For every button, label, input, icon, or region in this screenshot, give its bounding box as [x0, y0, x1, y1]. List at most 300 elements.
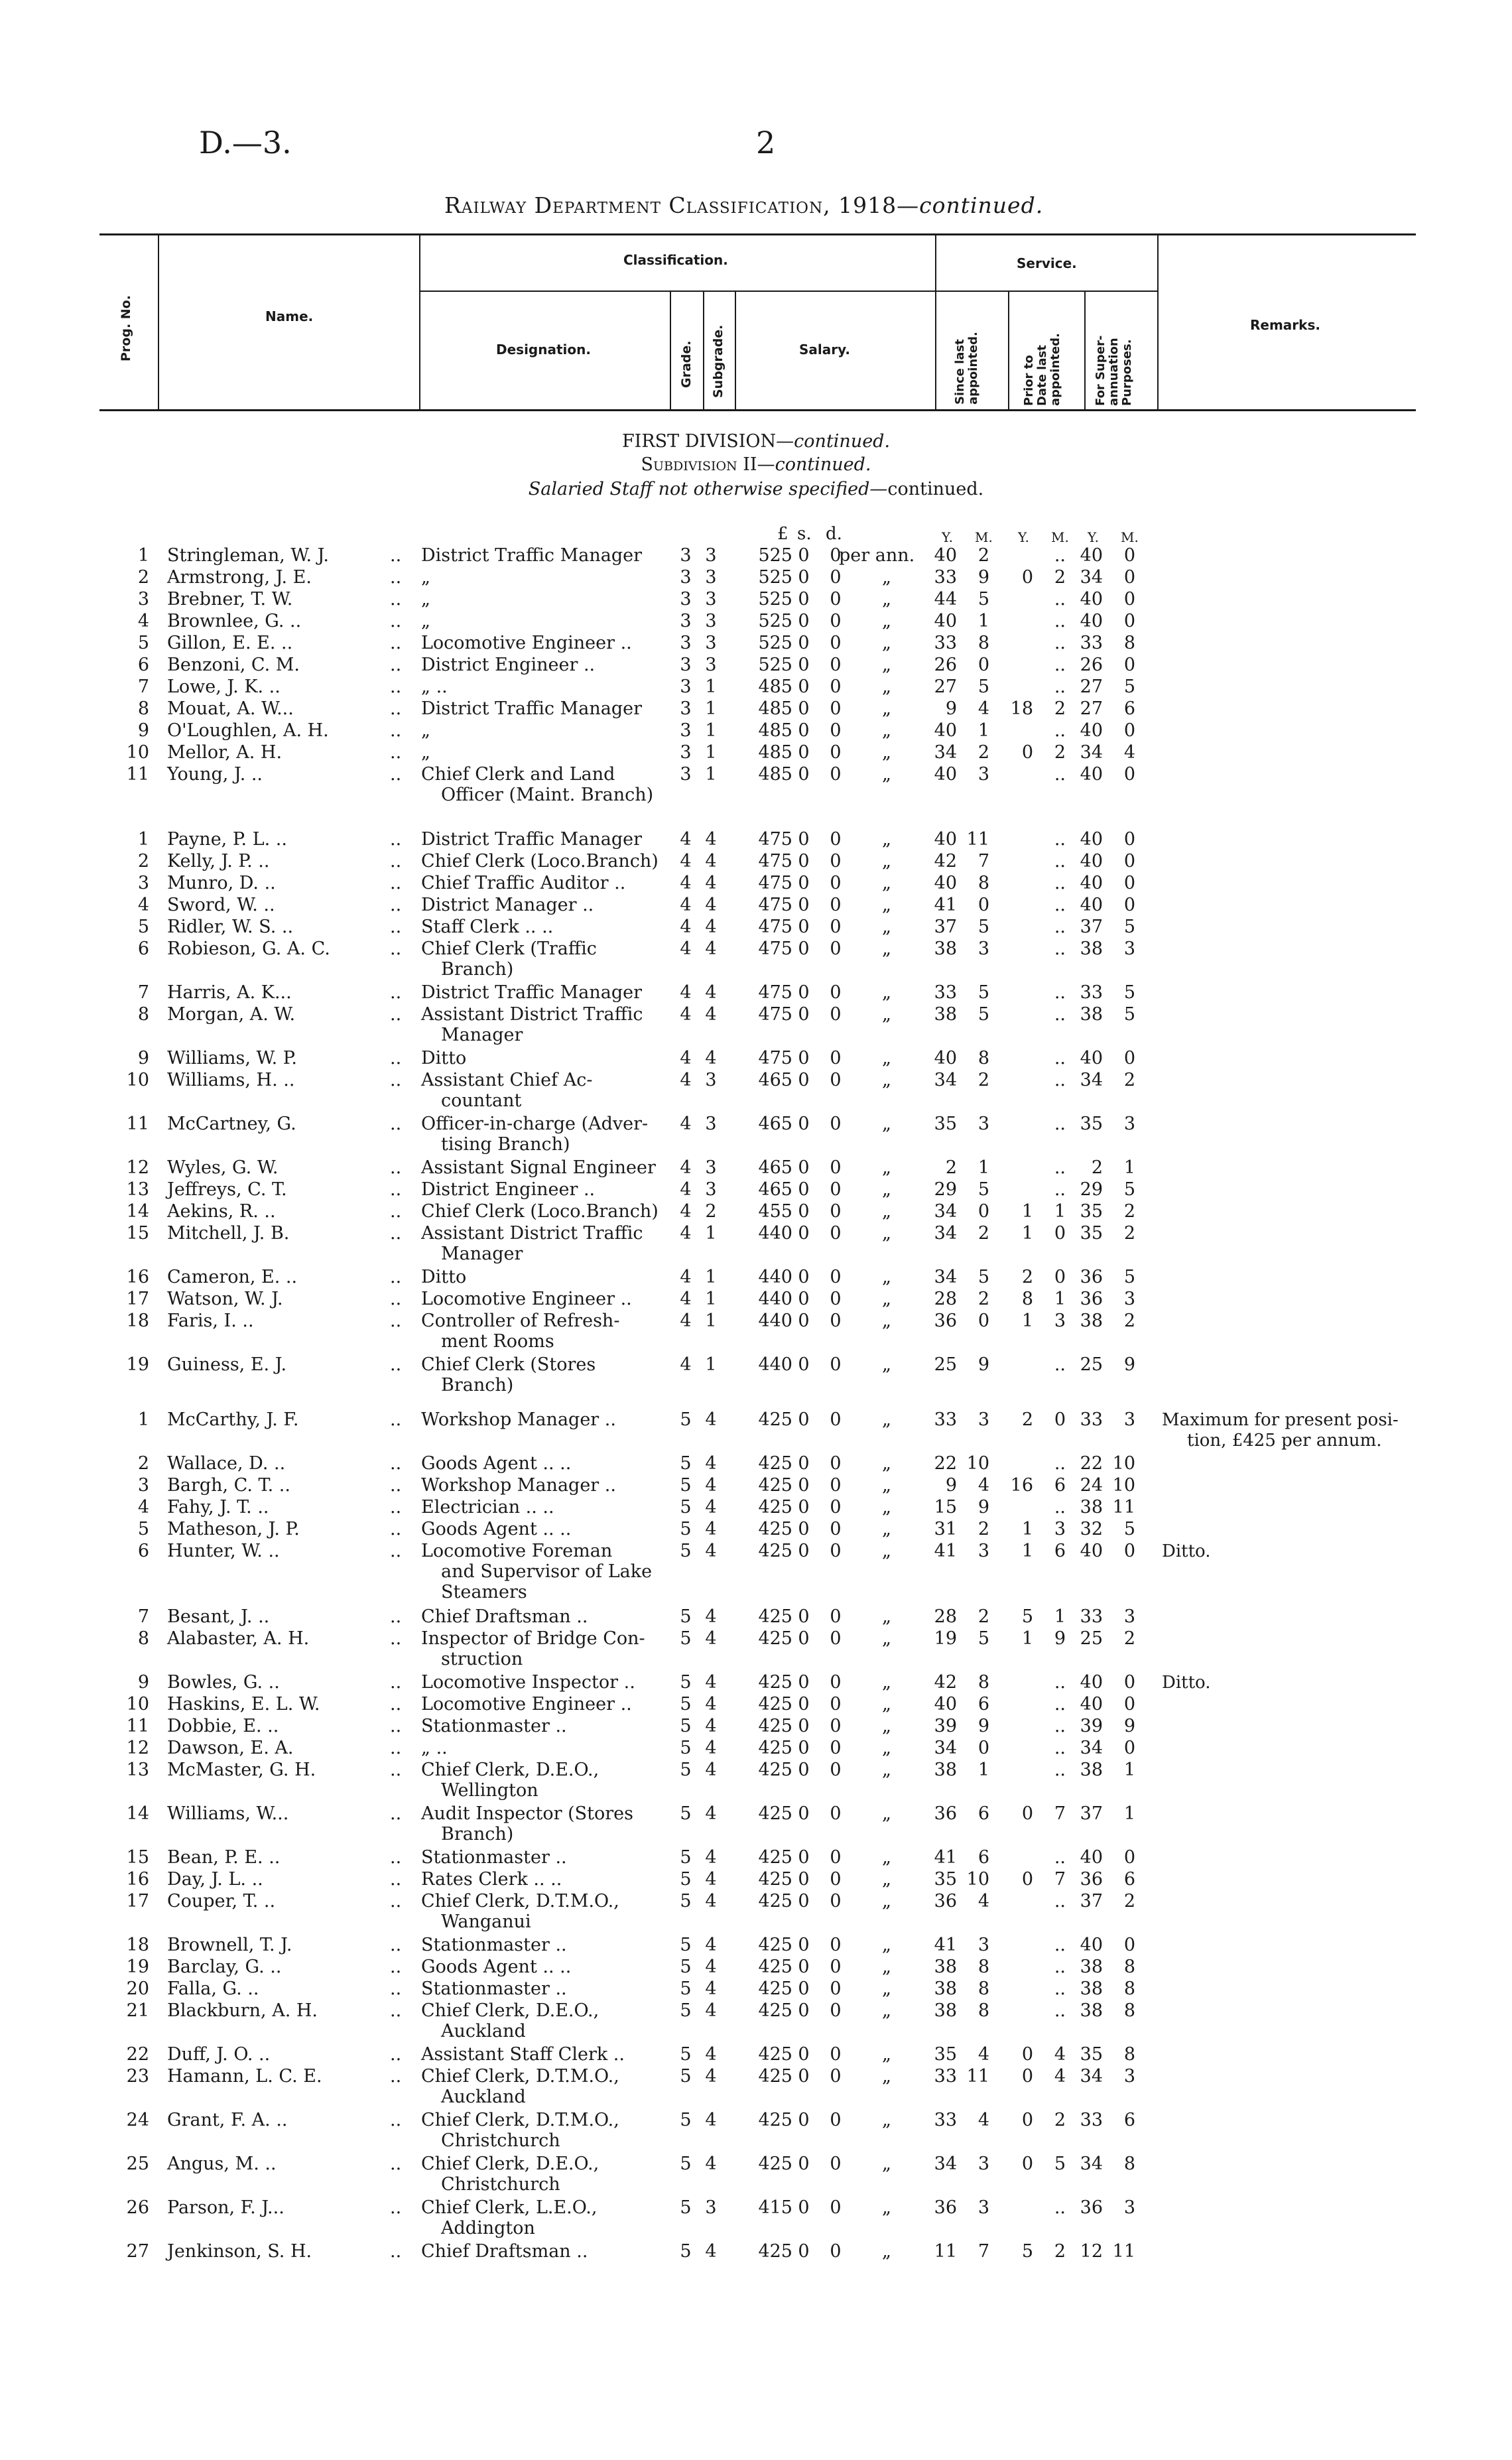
- designation: Chief Clerk, D.E.O.,: [421, 1760, 599, 1780]
- table-row: [0, 742, 1512, 763]
- table-row: [0, 1201, 1512, 1222]
- staff-name: Stringleman, W. J.: [167, 545, 329, 566]
- table-row: [0, 1311, 1512, 1352]
- staff-name: Faris, I. ..: [167, 1311, 254, 1331]
- since-months: 11: [966, 829, 989, 850]
- prior-years: 1: [1021, 1628, 1033, 1649]
- prior-years: 0: [1021, 2154, 1033, 2174]
- subgrade: 4: [705, 1716, 717, 1736]
- subgrade: 3: [705, 633, 717, 653]
- leader-dots: ..: [390, 1628, 402, 1649]
- designation-continued: Branch): [441, 959, 514, 980]
- super-years: 33: [1080, 982, 1103, 1003]
- divider-classification-end: [935, 233, 936, 409]
- since-years: 31: [934, 1519, 957, 1539]
- super-years: 40: [1080, 829, 1103, 850]
- leader-dots: ..: [390, 1070, 402, 1090]
- designation-continued: Steamers: [441, 1582, 527, 1602]
- prog-number: 8: [137, 1004, 149, 1025]
- salary-shillings: 0: [798, 1201, 810, 1222]
- salary-period: „: [882, 1978, 891, 1999]
- since-months: 5: [977, 1267, 989, 1287]
- salary-pounds: 475: [758, 917, 792, 937]
- salary-pounds: 525: [758, 545, 792, 566]
- designation: Inspector of Bridge Con-: [421, 1628, 645, 1649]
- prior-months: ..: [1054, 633, 1066, 653]
- salary-period: „: [882, 2066, 891, 2087]
- since-years: 34: [934, 1201, 957, 1222]
- designation: „ ..: [421, 677, 448, 697]
- designation: Chief Clerk (Loco.Branch): [421, 851, 659, 872]
- leader-dots: ..: [390, 1289, 402, 1309]
- subgrade: 4: [705, 1672, 717, 1693]
- prior-months: ..: [1054, 2000, 1066, 2021]
- grade: 4: [680, 1311, 692, 1331]
- since-years: 34: [934, 2154, 957, 2174]
- leader-dots: ..: [390, 1048, 402, 1068]
- salary-pence: 0: [830, 1738, 842, 1758]
- salary-shillings: 0: [798, 1267, 810, 1287]
- salary-pence: 0: [830, 1847, 842, 1868]
- salary-shillings: 0: [798, 1497, 810, 1518]
- super-years: 35: [1080, 2044, 1103, 2065]
- salary-shillings: 0: [798, 1223, 810, 1244]
- division-heading: [0, 431, 1512, 452]
- prog-number: 15: [126, 1847, 149, 1868]
- designation-continued: Auckland: [441, 2021, 526, 2041]
- grade: 4: [680, 851, 692, 872]
- prog-number: 3: [137, 589, 149, 610]
- table-row: [0, 2000, 1512, 2041]
- table-row: [0, 1694, 1512, 1715]
- salary-pence: 0: [830, 982, 842, 1003]
- title-continued: continued.: [919, 192, 1044, 218]
- salary-period: „: [882, 2197, 891, 2218]
- designation: „ ..: [421, 1738, 448, 1758]
- subdivision-heading: [0, 454, 1512, 475]
- staff-name: Watson, W. J.: [167, 1289, 283, 1309]
- subgrade: 4: [705, 873, 717, 893]
- super-months: 11: [1112, 2241, 1135, 2262]
- designation: Chief Draftsman ..: [421, 1606, 588, 1627]
- prior-months: ..: [1054, 1070, 1066, 1090]
- prior-months: ..: [1054, 677, 1066, 697]
- staff-name: Bean, P. E. ..: [167, 1847, 281, 1868]
- salary-pence: 0: [830, 1716, 842, 1736]
- since-years: 38: [934, 2000, 957, 2021]
- salary-pence: 0: [830, 1311, 842, 1331]
- super-years: 25: [1080, 1628, 1103, 1649]
- header-service: Service.: [1017, 255, 1077, 271]
- super-months: 8: [1123, 1957, 1135, 1977]
- salary-pounds: 425: [758, 2241, 792, 2262]
- staff-name: Angus, M. ..: [167, 2154, 277, 2174]
- prog-number: 1: [137, 829, 149, 850]
- leader-dots: ..: [390, 1354, 402, 1375]
- prog-number: 13: [126, 1179, 149, 1200]
- designation: „: [421, 720, 430, 741]
- prior-months: 6: [1054, 1475, 1066, 1496]
- staff-name: Jenkinson, S. H.: [167, 2241, 312, 2262]
- since-years: 38: [934, 1957, 957, 1977]
- salary-shillings: 0: [798, 1869, 810, 1890]
- salary-pence: 0: [830, 2110, 842, 2130]
- salary-period: „: [882, 2044, 891, 2065]
- super-years: 40: [1080, 1048, 1103, 1068]
- leader-dots: ..: [390, 2197, 402, 2218]
- subgrade: 3: [705, 567, 717, 588]
- prior-months: ..: [1054, 1760, 1066, 1780]
- salary-period: „: [882, 1935, 891, 1955]
- staff-label: Salaried Staff not otherwise specified—: [528, 479, 888, 499]
- designation-continued: Addington: [441, 2218, 535, 2238]
- divider-subgrade: [735, 291, 736, 409]
- prior-months: ..: [1054, 939, 1066, 959]
- subgrade: 3: [705, 2197, 717, 2218]
- leader-dots: ..: [390, 2066, 402, 2087]
- salary-period: per ann.: [839, 545, 915, 566]
- prior-months: 0: [1054, 1223, 1066, 1244]
- salary-shillings: 0: [798, 982, 810, 1003]
- grade: 3: [680, 677, 692, 697]
- salary-shillings: 0: [798, 742, 810, 763]
- super-years: 38: [1080, 1004, 1103, 1025]
- since-months: 3: [977, 764, 989, 785]
- salary-shillings: 0: [798, 917, 810, 937]
- designation: „: [421, 742, 430, 763]
- prog-number: 14: [126, 1201, 149, 1222]
- designation: „: [421, 611, 430, 631]
- salary-shillings: 0: [798, 611, 810, 631]
- table-row: [0, 1541, 1512, 1602]
- designation: Chief Draftsman ..: [421, 2241, 588, 2262]
- since-months: 3: [977, 1541, 989, 1561]
- designation: Stationmaster ..: [421, 1935, 567, 1955]
- salary-shillings: 0: [798, 1475, 810, 1496]
- subgrade: 4: [705, 1409, 717, 1430]
- staff-name: Gillon, E. E. ..: [167, 633, 293, 653]
- since-years: 40: [934, 873, 957, 893]
- leader-dots: ..: [390, 677, 402, 697]
- super-months: 0: [1123, 567, 1135, 588]
- leader-dots: ..: [390, 1497, 402, 1518]
- salary-shillings: 0: [798, 720, 810, 741]
- table-row: [0, 1738, 1512, 1759]
- salary-pounds: 425: [758, 1978, 792, 1999]
- super-years: 38: [1080, 1957, 1103, 1977]
- salary-period: „: [882, 1716, 891, 1736]
- grade: 5: [680, 1957, 692, 1977]
- prior-months: ..: [1054, 851, 1066, 872]
- designation-continued: struction: [441, 1649, 523, 1669]
- prog-number: 11: [126, 1716, 149, 1736]
- since-years: 25: [934, 1354, 957, 1375]
- staff-name: Lowe, J. K. ..: [167, 677, 281, 697]
- grade: 4: [680, 982, 692, 1003]
- salary-pounds: 425: [758, 2066, 792, 2087]
- leader-dots: ..: [390, 829, 402, 850]
- salary-pounds: 425: [758, 1497, 792, 1518]
- salary-pence: 0: [830, 1694, 842, 1715]
- salary-shillings: 0: [798, 1978, 810, 1999]
- grade: 4: [680, 917, 692, 937]
- salary-pence: 0: [830, 633, 842, 653]
- table-row: [0, 677, 1512, 698]
- since-months: 9: [977, 1716, 989, 1736]
- designation: District Manager ..: [421, 895, 594, 915]
- super-years: 38: [1080, 1311, 1103, 1331]
- salary-pence: 0: [830, 1978, 842, 1999]
- leader-dots: ..: [390, 1453, 402, 1474]
- designation-continued: ment Rooms: [441, 1331, 554, 1352]
- salary-period: „: [882, 655, 891, 675]
- since-months: 3: [977, 2197, 989, 2218]
- unit-shillings: s.: [797, 524, 812, 544]
- super-months: 0: [1123, 1672, 1135, 1693]
- grade: 5: [680, 1847, 692, 1868]
- designation: Assistant Staff Clerk ..: [421, 2044, 625, 2065]
- staff-name: McCarthy, J. F.: [167, 1409, 299, 1430]
- salary-pence: 0: [830, 873, 842, 893]
- grade: 4: [680, 1289, 692, 1309]
- subgrade: 4: [705, 1628, 717, 1649]
- salary-shillings: 0: [798, 1716, 810, 1736]
- table-row: [0, 1354, 1512, 1395]
- salary-period: „: [882, 698, 891, 719]
- subgrade: 4: [705, 1738, 717, 1758]
- prior-months: 1: [1054, 1201, 1066, 1222]
- salary-period: „: [882, 1497, 891, 1518]
- staff-name: Williams, H. ..: [167, 1070, 295, 1090]
- salary-pence: 0: [830, 1957, 842, 1977]
- staff-name: Dawson, E. A.: [167, 1738, 294, 1758]
- designation: Locomotive Engineer ..: [421, 633, 632, 653]
- since-months: 10: [966, 1453, 989, 1474]
- since-years: 26: [934, 655, 957, 675]
- salary-pounds: 485: [758, 720, 792, 741]
- since-years: 37: [934, 917, 957, 937]
- super-years: 38: [1080, 1497, 1103, 1518]
- staff-name: Payne, P. L. ..: [167, 829, 287, 850]
- designation-continued: Christchurch: [441, 2130, 560, 2151]
- unit-month-2: M.: [1051, 529, 1069, 545]
- salary-pence: 0: [830, 1803, 842, 1824]
- grade: 5: [680, 1694, 692, 1715]
- leader-dots: ..: [390, 851, 402, 872]
- staff-name: Mellor, A. H.: [167, 742, 283, 763]
- salary-pounds: 465: [758, 1114, 792, 1134]
- salary-pounds: 425: [758, 1847, 792, 1868]
- designation: Chief Clerk, D.T.M.O.,: [421, 1891, 619, 1911]
- grade: 5: [680, 2066, 692, 2087]
- staff-name: Robieson, G. A. C.: [167, 939, 330, 959]
- subgrade: 3: [705, 655, 717, 675]
- staff-name: Jeffreys, C. T.: [167, 1179, 287, 1200]
- designation: Staff Clerk .. ..: [421, 917, 554, 937]
- salary-shillings: 0: [798, 1311, 810, 1331]
- subgrade: 4: [705, 917, 717, 937]
- since-years: 44: [934, 589, 957, 610]
- leader-dots: ..: [390, 982, 402, 1003]
- since-months: 1: [977, 1157, 989, 1178]
- grade: 5: [680, 1935, 692, 1955]
- subgrade: 4: [705, 1606, 717, 1627]
- super-years: 37: [1080, 1891, 1103, 1911]
- subgrade: 4: [705, 2241, 717, 2262]
- super-years: 40: [1080, 1541, 1103, 1561]
- prog-number: 23: [126, 2066, 149, 2087]
- designation: Chief Clerk, L.E.O.,: [421, 2197, 598, 2218]
- designation: Chief Clerk (Loco.Branch): [421, 1201, 659, 1222]
- grade: 5: [680, 1869, 692, 1890]
- designation: Chief Clerk, D.T.M.O.,: [421, 2066, 619, 2087]
- page-number: 2: [756, 125, 776, 161]
- subgrade: 4: [705, 1803, 717, 1824]
- prog-number: 13: [126, 1760, 149, 1780]
- salary-pence: 0: [830, 1267, 842, 1287]
- prior-months: 7: [1054, 1803, 1066, 1824]
- classification-sub-rule: [419, 291, 1157, 292]
- subgrade: 4: [705, 1453, 717, 1474]
- prior-months: ..: [1054, 1738, 1066, 1758]
- divider-designation: [670, 291, 671, 409]
- leader-dots: ..: [390, 2000, 402, 2021]
- subgrade: 4: [705, 851, 717, 872]
- designation: Goods Agent .. ..: [421, 1453, 572, 1474]
- table-row: [0, 1497, 1512, 1518]
- salary-pounds: 425: [758, 1606, 792, 1627]
- division-continued: continued.: [794, 431, 891, 452]
- since-years: 15: [934, 1497, 957, 1518]
- header-since-last-appointed: [954, 298, 980, 405]
- leader-dots: ..: [390, 1978, 402, 1999]
- table-row: [0, 1891, 1512, 1932]
- prog-number: 9: [137, 720, 149, 741]
- unit-year-2: Y.: [1018, 529, 1029, 545]
- salary-pounds: 475: [758, 1004, 792, 1025]
- grade: 3: [680, 764, 692, 785]
- salary-period: „: [882, 1672, 891, 1693]
- prior-months: ..: [1054, 720, 1066, 741]
- salary-shillings: 0: [798, 2241, 810, 2262]
- salary-shillings: 0: [798, 698, 810, 719]
- prior-months: 0: [1054, 1409, 1066, 1430]
- table-row: [0, 2044, 1512, 2065]
- designation-continued: Wellington: [441, 1780, 538, 1801]
- table-row: [0, 764, 1512, 805]
- salary-pence: 0: [830, 1157, 842, 1178]
- since-months: 11: [966, 2066, 989, 2087]
- grade: 4: [680, 1157, 692, 1178]
- table-row: [0, 1760, 1512, 1801]
- prior-months: ..: [1054, 1716, 1066, 1736]
- salary-pounds: 525: [758, 655, 792, 675]
- prior-months: ..: [1054, 895, 1066, 915]
- salary-pounds: 425: [758, 1891, 792, 1911]
- staff-name: O'Loughlen, A. H.: [167, 720, 329, 741]
- subgrade: 1: [705, 720, 717, 741]
- grade: 5: [680, 2044, 692, 2065]
- salary-pounds: 475: [758, 1048, 792, 1068]
- designation-continued: Branch): [441, 1824, 514, 1845]
- designation-continued: tising Branch): [441, 1134, 570, 1155]
- grade: 4: [680, 1004, 692, 1025]
- divider-service-end: [1157, 233, 1159, 409]
- salary-period: „: [882, 1267, 891, 1287]
- salary-period: „: [882, 1179, 891, 1200]
- prog-number: 8: [137, 698, 149, 719]
- unit-pence: d.: [826, 524, 842, 544]
- prog-number: 7: [137, 677, 149, 697]
- since-months: 8: [977, 1978, 989, 1999]
- salary-pence: 0: [830, 1760, 842, 1780]
- super-months: 0: [1123, 829, 1135, 850]
- designation: Chief Clerk, D.E.O.,: [421, 2154, 599, 2174]
- table-row: [0, 633, 1512, 654]
- designation: Workshop Manager ..: [421, 1409, 616, 1430]
- prior-months: ..: [1054, 873, 1066, 893]
- super-months: 0: [1123, 764, 1135, 785]
- since-years: 41: [934, 1847, 957, 1868]
- super-months: 3: [1123, 1289, 1135, 1309]
- table-row: [0, 851, 1512, 872]
- leader-dots: ..: [390, 1606, 402, 1627]
- salary-pence: 0: [830, 545, 842, 566]
- header-subgrade: Subgrade.: [711, 324, 725, 398]
- salary-period: „: [882, 1760, 891, 1780]
- salary-pence: 0: [830, 1114, 842, 1134]
- since-months: 0: [977, 655, 989, 675]
- grade: 3: [680, 589, 692, 610]
- designation: Officer-in-charge (Adver-: [421, 1114, 649, 1134]
- since-months: 0: [977, 895, 989, 915]
- super-years: 25: [1080, 1354, 1103, 1375]
- super-years: 40: [1080, 1935, 1103, 1955]
- salary-pounds: 475: [758, 851, 792, 872]
- salary-pence: 0: [830, 655, 842, 675]
- super-months: 0: [1123, 873, 1135, 893]
- grade: 5: [680, 1738, 692, 1758]
- since-years: 41: [934, 1541, 957, 1561]
- table-top-rule: [99, 233, 1416, 235]
- subgrade: 4: [705, 1847, 717, 1868]
- salary-pounds: 425: [758, 2154, 792, 2174]
- super-months: 1: [1123, 1760, 1135, 1780]
- designation: Audit Inspector (Stores: [421, 1803, 634, 1824]
- prog-number: 12: [126, 1157, 149, 1178]
- header-since-text: Since last appointed.: [953, 332, 980, 405]
- prior-months: ..: [1054, 1114, 1066, 1134]
- table-row: [0, 873, 1512, 894]
- salary-shillings: 0: [798, 1606, 810, 1627]
- salary-pence: 0: [830, 1672, 842, 1693]
- prog-number: 6: [137, 1541, 149, 1561]
- prior-years: 8: [1021, 1289, 1033, 1309]
- designation: District Engineer ..: [421, 655, 596, 675]
- super-months: 2: [1123, 1201, 1135, 1222]
- subgrade: 1: [705, 742, 717, 763]
- designation: District Traffic Manager: [421, 829, 643, 850]
- prog-number: 16: [126, 1869, 149, 1890]
- since-months: 10: [966, 1869, 989, 1890]
- salary-pence: 0: [830, 829, 842, 850]
- unit-year-1: Y.: [942, 529, 953, 545]
- salary-pounds: 425: [758, 1628, 792, 1649]
- subgrade: 4: [705, 1760, 717, 1780]
- since-years: 36: [934, 1891, 957, 1911]
- prog-number: 10: [126, 1070, 149, 1090]
- salary-pence: 0: [830, 589, 842, 610]
